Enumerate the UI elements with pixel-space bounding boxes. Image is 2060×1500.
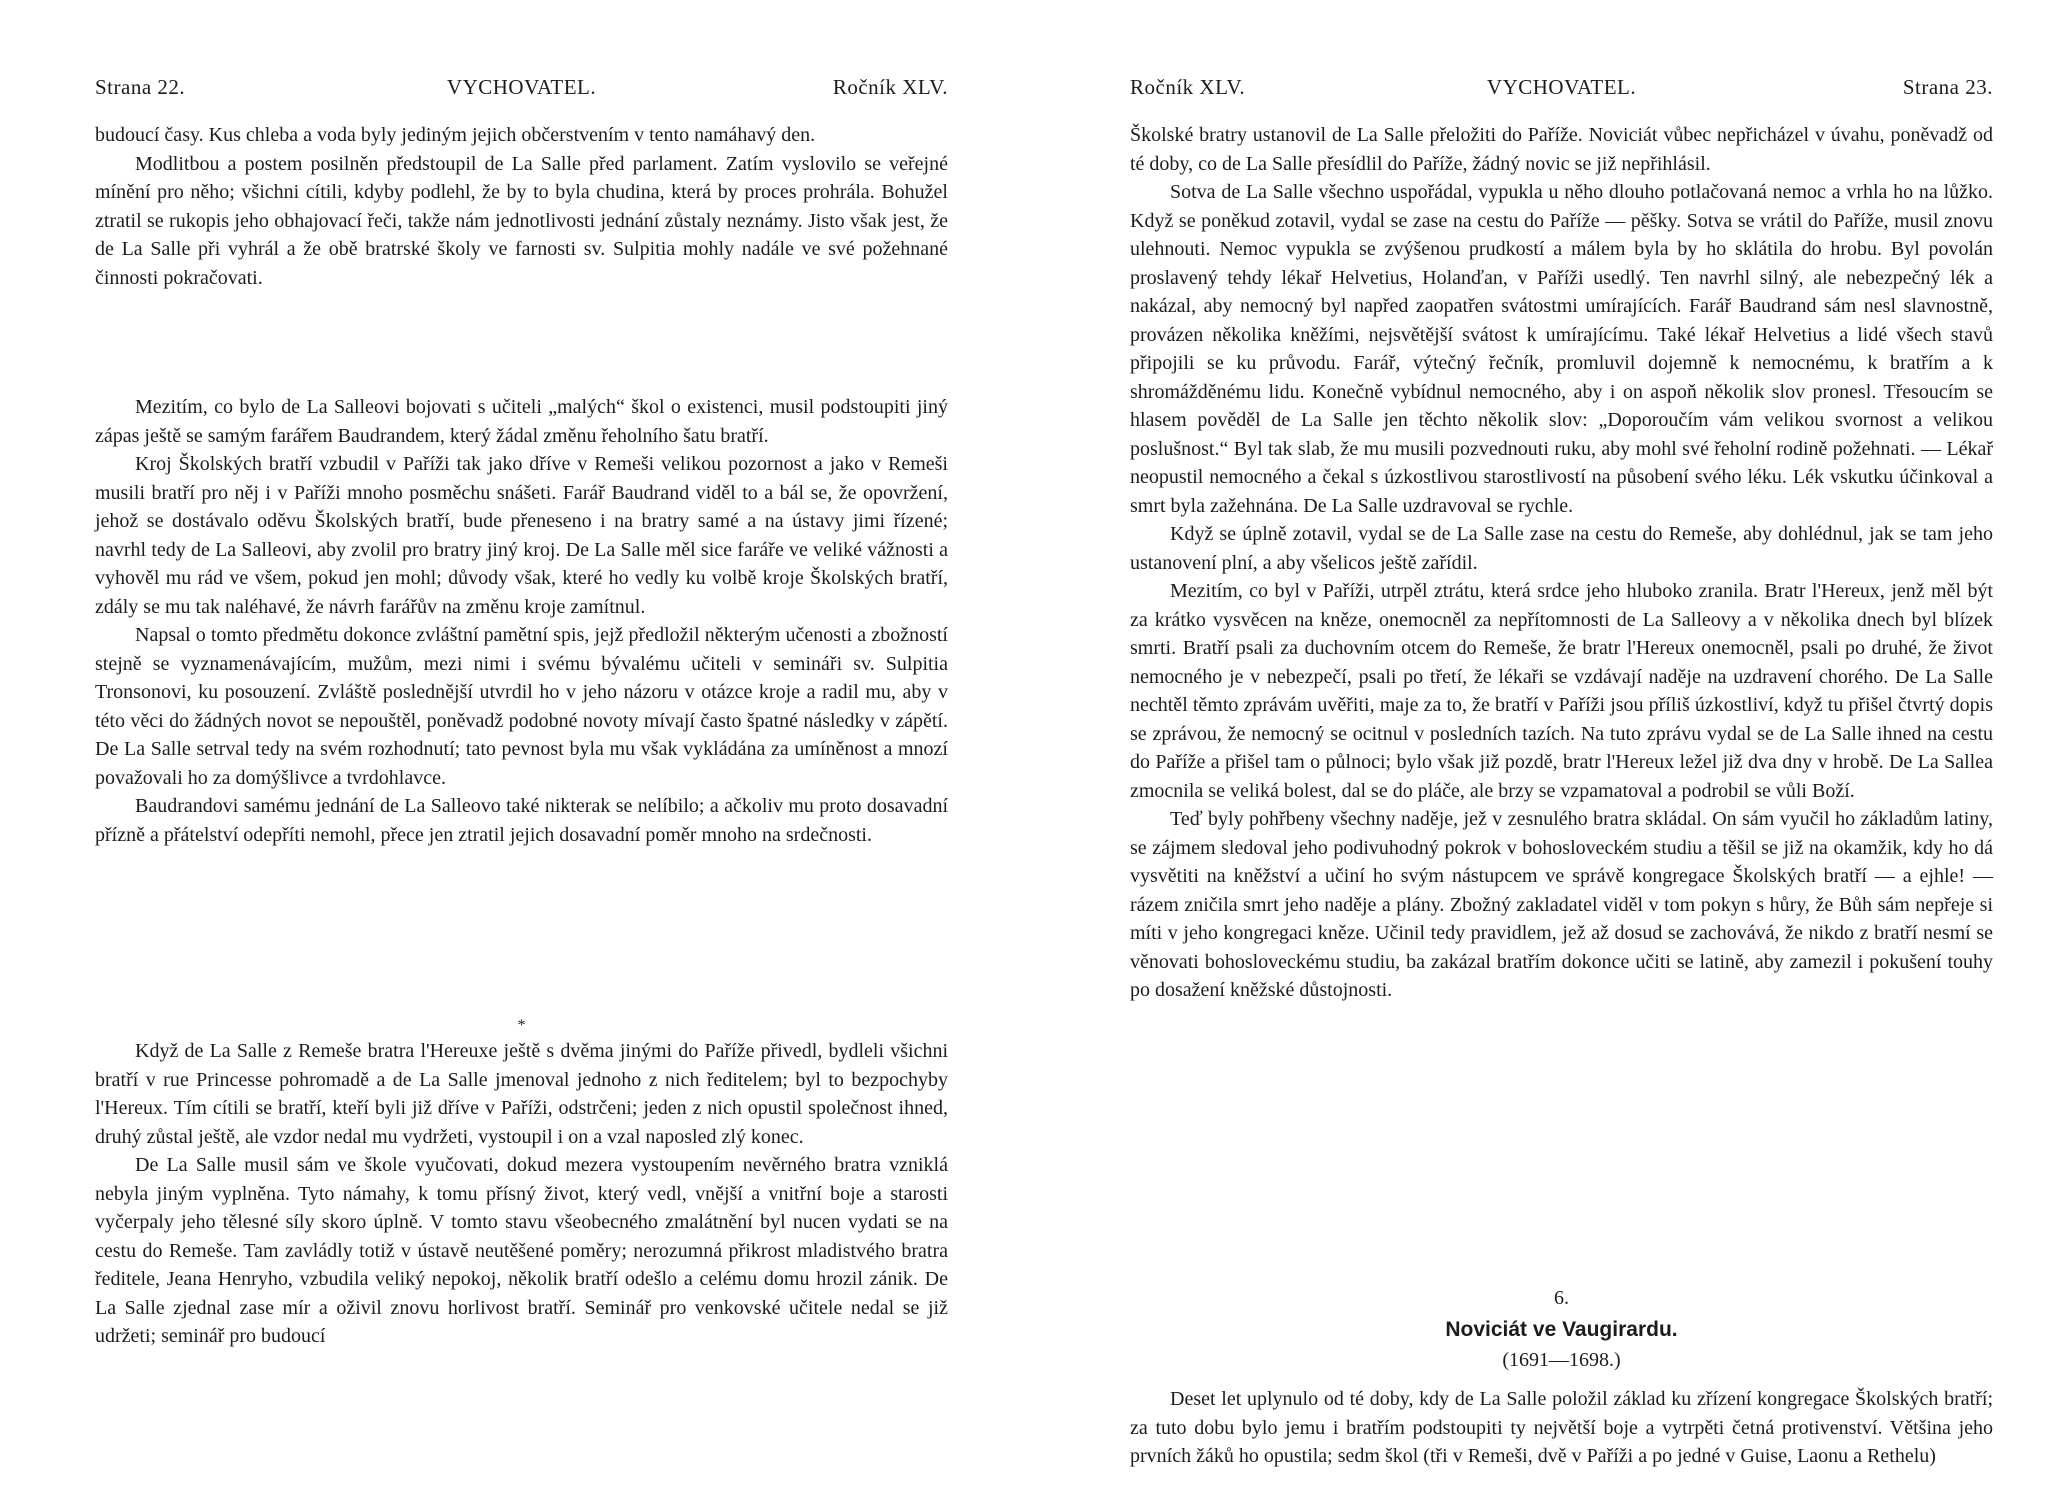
right-running-head <box>1130 72 1993 102</box>
volume-label: Ročník XLV. <box>1130 75 1246 99</box>
paragraph: Baudrandovi samému jednání de La Salleovo také nikterak se nelíbilo; a ačkoliv mu proto dosavadní přízně a přátelství odepříti nemohl, přece jen ztratil jejich dosavadní poměr mnoho na srdečnosti. <box>95 795 948 846</box>
section-number: 6. <box>1554 1287 1569 1309</box>
page-number: Strana 23. <box>1902 75 1993 99</box>
paragraph: De La Salle musil sám ve škole vyučovati, dokud mezera vystoupením nevěrného bratra vzniklá nebyla jiným vyplněna. Tyto námahy, k tomu přísný život, který vedl, vnější a vnitřní boje a starosti vyčerpaly jeho tělesné síly skoro úplně. V tomto stavu všeobecného zmalátnění byl nucen vydati se na cestu do Remeše. Tam zavládly totiž v ústavě neutěšené poměry; nerozumná přikrost mladistvého bratra ředitele, Jeana Henryho, vzbudila veliký nepokoj, několik bratří odešlo a celému domu hrozil zánik. De La Salle zjednal zase mír a oživil znovu horlivost bratří. Seminář pro venkovské učitele nedal se již udržeti; seminář pro budoucí <box>95 1154 948 1347</box>
left-text-block-3 <box>95 1037 948 1351</box>
paragraph: Modlitbou a postem posilněn předstoupil de La Salle před parlament. Zatím vyslovilo se veřejné mínění pro něho; všichni cítili, kdyby podlehl, že by to byla chudina, která by proces prohrála. Bohužel ztratil se rukopis jeho obhajovací řeči, takže nám jednotlivosti jednání zůstaly neznámy. Jisto však jest, že de La Salle při vyhrál a že obě bratrské školy ve farnosti sv. Sulpitia mohly nadále ve své požehnané činnosti pokračovati. <box>95 152 948 289</box>
section-title: Noviciát ve Vaugirardu. <box>1445 1318 1678 1341</box>
left-page <box>95 0 948 1500</box>
right-page <box>1130 0 1993 1500</box>
journal-title: VYCHOVATEL. <box>1486 75 1637 99</box>
paragraph: Mezitím, co bylo de La Salleovi bojovati s učiteli „malých“ škol o existenci, musil podstoupiti jiný zápas ještě se samým farářem Baudrandem, který žádal změnu řeholního šatu bratří. <box>95 396 948 447</box>
paragraph: Mezitím, co byl v Paříži, utrpěl ztrátu, která srdce jeho hluboko zranila. Bratr l'Hereux, jenž měl být za krátko vysvěcen na kněze, onemocněl za nepřítomnosti de La Salleovy a v několika dnech byl blízek smrti. Bratří psali za duchovním otcem do Remeše, že bratr l'Hereux onemocněl, psali po druhé, že život nemocného je v nebezpečí, psali po třetí, že lékaři se vzdávají naděje na uzdravení chorého. De La Salle nechtěl těmto zprávám uvěřiti, maje za to, že bratří v Paříži jsou příliš úzkostliví, když tu přišel čtvrtý dopis se zprávou, že nemocný se ocitnul v posledních tazích. Na tuto zprávu vydal se de La Salle ihned na cestu do Paříže a přišel tam o půlnoci; bylo však již pozdě, bratr l'Hereux ležel již dva dny v hrobě. De La Sallea zmocnila se veliká bolest, dal se do pláče, ale brzy se vzpamatoval a podrobil se vůli Boží. <box>1130 580 1993 802</box>
paragraph: Školské bratry ustanovil de La Salle přeložiti do Paříže. Noviciát vůbec nepřicházel v úvahu, poněvadž od té doby, co de La Salle přesídlil do Paříže, žádný novic se již nepřihlásil. <box>1130 124 1993 175</box>
section-dates: (1691—1698.) <box>1502 1349 1621 1371</box>
paragraph: Sotva de La Salle všechno uspořádal, vypukla u něho dlouho potlačovaná nemoc a vrhla ho na lůžko. Když se poněkud zotavil, vydal se zase na cestu do Paříže — pěšky. Sotva se vrátil do Paříže, musil znovu ulehnouti. Nemoc vypukla se zvýšenou prudkostí a málem byla by ho sklátila do hrobu. Byl povolán proslavený tehdy lékař Helvetius, Holanďan, v Paříži usedlý. Ten navrhl silný, ale nebezpečný lék a nakázal, aby nemocný byl napřed zaopatřen svátostmi umírajících. Farář Baudrand sám nesl slavnostně, provázen několika kněžími, nejsvětější svátost k umírajícímu. Také lékař Helvetius a lidé všech stavů připojili se ku průvodu. Farář, výtečný řečník, promluvil dojemně k nemocnému, k bratřím a k shromážděnému lidu. Konečně vybídnul nemocného, aby i on aspoň několik slov pronesl. Třesoucím se hlasem pověděl de La Salle jen těchto několik slov: „Doporoučím vám velikou svornost a velikou poslušnost.“ Byl tak slab, že mu musili pozvednouti ruku, aby mohl své řeholní rodině požehnati. — Lékař neopustil nemocného a čekal s úzkostlivou starostlivostí na působení svého léku. Lék vskutku účinkoval a smrt byla zažehnána. De La Salle uzdravoval se rychle. <box>1130 181 1993 517</box>
journal-title: VYCHOVATEL. <box>446 75 597 99</box>
page-number: Strana 22. <box>95 75 186 99</box>
paragraph: Deset let uplynulo od té doby, kdy de La Salle položil základ ku zřízení kongregace Školských bratří; za tuto dobu bylo jemu i bratřím podstoupiti ty největší boje a vytrpěti četná protivenství. Většina jeho prvních žáků ho opustila; sedm škol (tři v Remeši, dvě v Paříži a po jedné v Guise, Laonu a Rethelu) <box>1130 1388 1993 1467</box>
right-text-block-2 <box>1130 1385 1993 1471</box>
left-running-head <box>95 72 948 102</box>
paragraph: Teď byly pohřbeny všechny naděje, jež v zesnulého bratra skládal. On sám vyučil ho základům latiny, se zájmem sledoval jeho podivuhodný pokrok v bohosloveckém studiu a těšil se již na okamžik, kdy ho dá vysvětiti na kněžství a učiní ho svým nástupcem ve správě kongregace Školských bratří — a ejhle! — rázem zničila smrt jeho naděje a plány. Zbožný zakladatel viděl v tom pokyn s hůry, že Bůh sám nepřeje si míti v jeho kongregaci kněze. Učinil tedy pravidlem, jež až dosud se zachovává, že nikdo z bratří nesmí se věnovati bohosloveckému studiu, ba zakázal bratřím dokonce učiti se latině, aby zamezil i pokušení touhy po dosažení kněžské důstojnosti. <box>1130 808 1993 1001</box>
section-separator: * <box>517 1017 526 1034</box>
paragraph: Kroj Školských bratří vzbudil v Paříži tak jako dříve v Remeši velikou pozornost a jako v Remeši musili bratří pro něj i v Paříži mnoho posměchu snášeti. Farář Baudrand viděl to a bál se, že opovržení, jehož se dostávalo oděvu Školských bratří, bude přeneseno i na bratry samé a na ústavy jimi řízené; navrhl tedy de La Salleovi, aby zvolil pro bratry jiný kroj. De La Salle měl sice faráře ve veliké vážnosti a vyhověl mu rád ve všem, pokud jen mohl; důvody však, které ho vedly ku volbě kroje Školských bratří, zdály se mu tak naléhavé, že návrh farářův na změnu kroje zamítnul. <box>95 453 948 618</box>
right-text-block-1 <box>1130 121 1993 1005</box>
left-text-block-2 <box>95 393 948 849</box>
paragraph: Napsal o tomto předmětu dokonce zvláštní pamětní spis, jejž předložil některým učenosti a zbožností stejně se vyznamenávajícím, mužům, mezi nimi i svému bývalému učiteli v semináři sv. Sulpitia Tronsonovi, ku posouzení. Zvláště poslednější utvrdil ho v jeho názoru v otázce kroje a radil mu, aby v této věci do žádných novot se nepouštěl, poněvadž podobné novoty mívají často špatné následky v zápětí. De La Salle setrval tedy na svém rozhodnutí; tato pevnost byla mu však vykládána za umíněnost a mnozí považovali ho za domýšlivce a tvrdohlavce. <box>95 624 948 789</box>
paragraph: Když se úplně zotavil, vydal se de La Salle zase na cestu do Remeše, aby dohlédnul, jak se tam jeho ustanovení plní, a aby všelicos ještě zařídil. <box>1130 523 1993 574</box>
volume-label: Ročník XLV. <box>832 75 948 99</box>
paragraph: budoucí časy. Kus chleba a voda byly jediným jejich občerstvením v tento namáhavý den. <box>95 124 816 146</box>
left-text-block-1 <box>95 121 948 292</box>
paragraph: Když de La Salle z Remeše bratra l'Hereuxe ještě s dvěma jinými do Paříže přivedl, bydleli všichni bratří v rue Princesse pohromadě a de La Salle jmenoval jednoho z nich ředitelem; byl to bezpochyby l'Hereux. Tím cítili se bratří, kteří byli již dříve v Paříži, odstrčeni; jeden z nich opustil společnost ihned, druhý zůstal ještě, ale vzdor nedal mu vydržeti, vystoupil i on a vzal naposled zlý konec. <box>95 1040 948 1148</box>
section-heading <box>1130 1282 1993 1374</box>
